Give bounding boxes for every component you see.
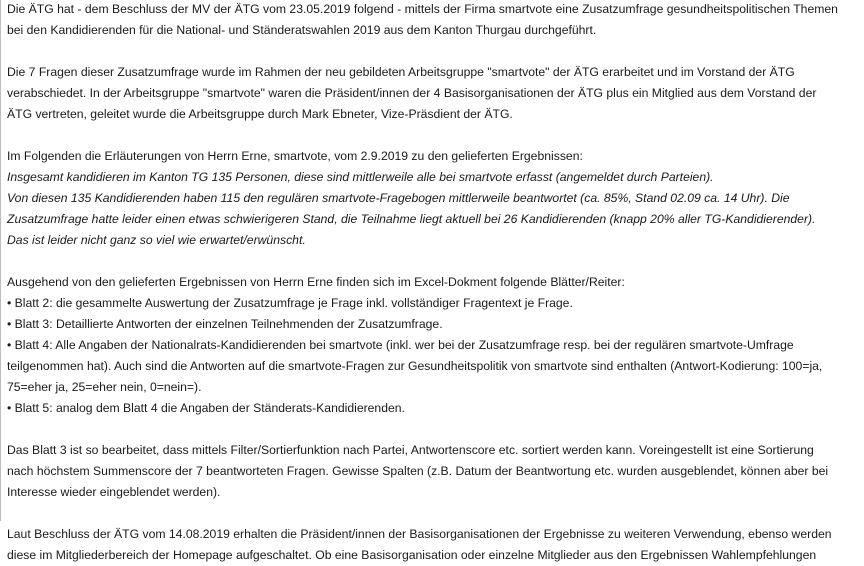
quoted-line: Zusatzumfrage hatte leider einen etwas schwierigeren Stand, die Teilnahme liegt aktuell bei 26 Kandidierenden (knapp 20% aller TG-Kandidierender).	[7, 212, 816, 226]
paragraph-gap	[7, 251, 864, 272]
bullet-item: • Blatt 4: Alle Angaben der Nationalrats-Kandidierenden bei smartvote (inkl. wer bei der Zusatzumfrage resp. bei der regulären smartvote-Umfrage	[7, 338, 794, 352]
text-line: ÄTG vertreten, geleitet wurde die Arbeitsgruppe durch Mark Ebneter, Vize-Präsdient der ÄTG.	[7, 107, 513, 121]
paragraph-gap	[7, 503, 864, 524]
text-line: Die 7 Fragen dieser Zusatzumfrage wurde im Rahmen der neu gebildeten Arbeitsgruppe "smartvote" der ÄTG erarbeitet und im Vorstand der ÄTG	[7, 65, 795, 79]
paragraph-working-group	[7, 62, 864, 125]
text-line: Im Folgenden die Erläuterungen von Herrn Erne, smartvote, vom 2.9.2019 zu den gelieferten Ergebnissen:	[7, 149, 583, 163]
paragraph-resolution	[7, 524, 864, 566]
text-line: Die ÄTG hat - dem Beschluss der MV der ÄTG vom 23.05.2019 folgend - mittels der Firma smartvote eine Zusatzumfrage gesundheitspolitischen Themen	[7, 2, 838, 16]
paragraph-gap	[7, 419, 864, 440]
bullet-continuation: 75=eher ja, 25=eher nein, 0=nein=).	[7, 380, 202, 394]
text-line: bei den Kandidierenden für die National- und Ständeratswahlen 2019 aus dem Kanton Thurgau durchgeführt.	[7, 23, 597, 37]
text-line: Das Blatt 3 ist so bearbeitet, dass mittels Filter/Sortierfunktion nach Partei, Antwortenscore etc. sortiert werden kann. Voreingestellt ist eine Sortierung	[7, 443, 814, 457]
paragraph-survey-intro	[7, 0, 864, 41]
paragraph-sheet3-sorting	[7, 440, 864, 503]
text-line: Interesse wieder eingeblendet werden).	[7, 485, 221, 499]
text-line: verabschiedet. In der Arbeitsgruppe "smartvote" waren die Präsident/innen der 4 Basisorganisationen der ÄTG plus ein Mitglied aus dem Vorstand der	[7, 86, 817, 100]
quoted-line: Insgesamt kandidieren im Kanton TG 135 Personen, diese sind mittlerweile alle bei smartvote erfasst (angemeldet durch Parteien).	[7, 170, 714, 184]
text-line: diese im Mitgliederbereich der Homepage aufgeschaltet. Ob eine Basisorganisation oder einzelne Mitglieder aus den Ergebnissen Wahlempfehlungen	[7, 548, 817, 562]
bullet-continuation: teilgenommen hat). Auch sind die Antworten auf die smartvote-Fragen zur Gesundheitspolitik von smartvote sind enthalten (Antwort-Kodierung: 100=ja,	[7, 359, 823, 373]
paragraph-gap	[7, 125, 864, 146]
paragraph-gap	[7, 41, 864, 62]
text-line: Ausgehend von den gelieferten Ergebnissen von Herrn Erne finden sich im Excel-Dokment folgende Blätter/Reiter:	[7, 275, 625, 289]
bullet-item: • Blatt 3: Detaillierte Antworten der einzelnen Teilnehmenden der Zusatzumfrage.	[7, 317, 443, 331]
text-line: Laut Beschluss der ÄTG vom 14.08.2019 erhalten die Präsident/innen der Basisorganisationen der Ergebnisse zu weiteren Verwendung, ebenso werden	[7, 527, 832, 541]
text-line: nach höchstem Summenscore der 7 beantworteten Fragen. Gewisse Spalten (z.B. Datum der Beantwortung etc. wurden ausgeblendet, können aber bei	[7, 464, 829, 478]
bullet-item: • Blatt 5: analog dem Blatt 4 die Angaben der Ständerats-Kandidierenden.	[7, 401, 405, 415]
quoted-line: Das ist leider nicht ganz so viel wie erwartet/erwünscht.	[7, 233, 306, 247]
bullet-item: • Blatt 2: die gesammelte Auswertung der Zusatzumfrage je Frage inkl. vollständiger Fragentext je Frage.	[7, 296, 573, 310]
quoted-line: Von diesen 135 Kandidierenden haben 115 den regulären smartvote-Fragebogen mittlerweile beantwortet (ca. 85%, Stand 02.09 ca. 14 Uhr). Die	[7, 191, 790, 205]
paragraph-explanations	[7, 146, 864, 251]
paragraph-sheets	[7, 272, 864, 419]
